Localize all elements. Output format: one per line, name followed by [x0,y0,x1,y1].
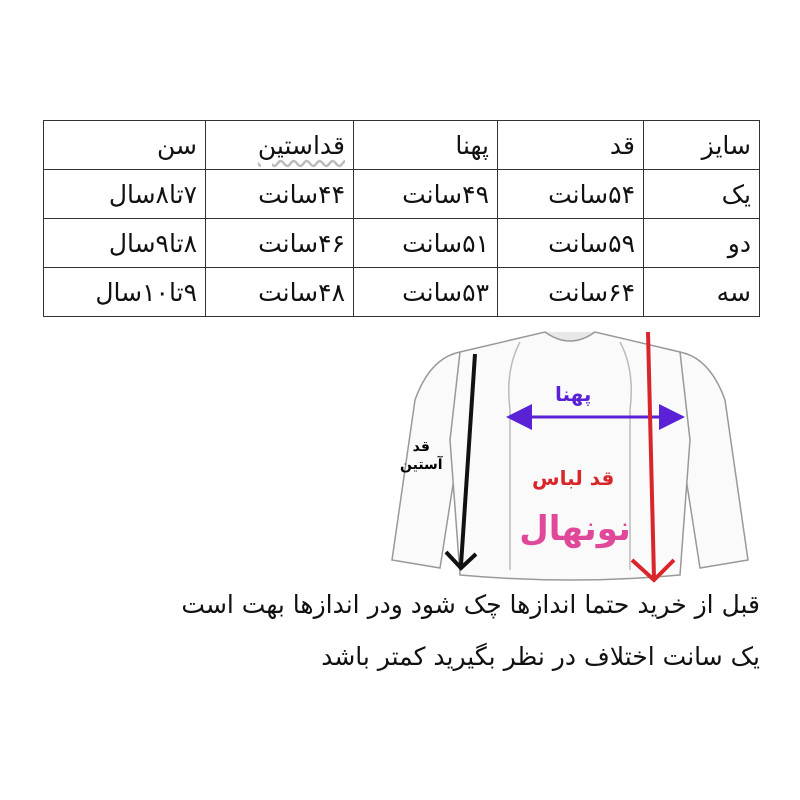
header-age: سن [44,121,206,170]
cell: ۵۳سانت [354,268,498,317]
cell: یک [644,170,760,219]
logo [519,509,631,549]
cell: ۴۹سانت [354,170,498,219]
header-width: پهنا [354,121,498,170]
table-row [44,219,760,268]
sleeve-length-label [400,438,443,474]
cell: سه [644,268,760,317]
cell: ۴۶سانت [206,219,354,268]
size-table [43,120,760,317]
length-label: قد لباس [532,466,615,490]
svg-text:نونهال: نونهال [519,509,631,549]
cell: ۵۱سانت [354,219,498,268]
note-line-1: قبل از خرید حتما اندازها چک شود ودر اندازها بهت است [181,590,760,619]
table-header-row [44,121,760,170]
cell: ۷تا۸سال [44,170,206,219]
cell: ۹تا۱۰سال [44,268,206,317]
note-line-2: یک سانت اختلاف در نظر بگیرید کمتر باشد [321,642,760,671]
header-sleeve: قداستین [206,121,354,170]
header-length: قد [498,121,644,170]
table-row [44,268,760,317]
sleeve-label-line1: قد [412,439,430,455]
sleeve-label-line2: آستین [400,457,443,473]
cell: ۸تا۹سال [44,219,206,268]
cell: ۵۹سانت [498,219,644,268]
cell: ۴۴سانت [206,170,354,219]
width-label: پهنا [555,382,592,406]
header-size: سایز [644,121,760,170]
cell: دو [644,219,760,268]
cell: ۴۸سانت [206,268,354,317]
cell: ۶۴سانت [498,268,644,317]
table-row [44,170,760,219]
cell: ۵۴سانت [498,170,644,219]
